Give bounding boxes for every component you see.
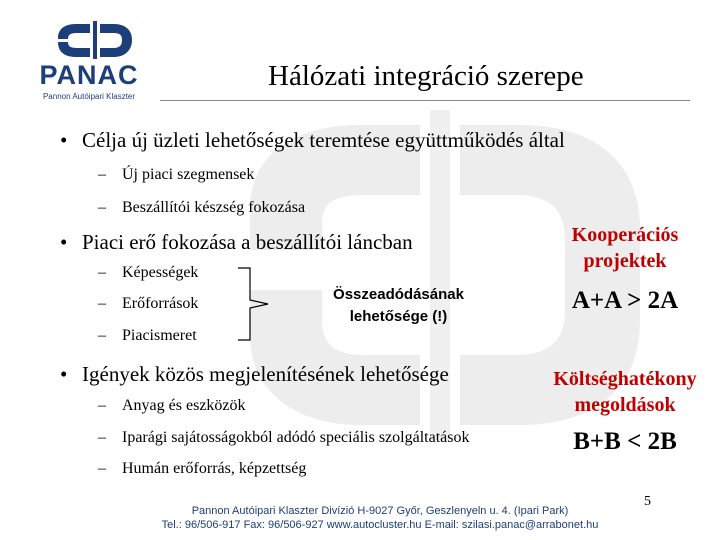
bullet-1-sub-2: – Beszállítói készség fokozása [98, 199, 306, 216]
bullet-1-sub-1: – Új piaci szegmensek [98, 166, 255, 183]
slide-title: Hálózati integráció szerepe [268, 60, 584, 92]
bullet-3-sub-1: – Anyag és eszközök [98, 397, 246, 414]
logo-wordmark: PANAC [39, 60, 139, 90]
bullet-2-sub-2: – Erőforrások [98, 295, 199, 312]
bullet-3-sub-2: – Iparági sajátosságokból adódó speciális szolgáltatások [98, 429, 470, 446]
bullet-dot-icon: • [60, 230, 68, 254]
cooperation-projects-callout: Kooperációs projektek [571, 224, 679, 272]
bullet-2-text: Piaci erő fokozása a beszállítói láncban [82, 230, 413, 254]
bullet-dot-icon: • [60, 362, 68, 386]
synergy-formula-b: B+B < 2B [573, 428, 677, 455]
bullet-1-text: Célja új üzleti lehetőségek teremtése együttműködés által [82, 128, 565, 152]
logo-subtitle: Pannon Autóipari Klaszter [42, 92, 136, 101]
title-divider [160, 100, 690, 101]
cost-effective-callout: Költséghatékony megoldások [553, 368, 697, 416]
panac-logo [20, 14, 155, 101]
bullet-2 [60, 230, 413, 255]
combination-note: Összeadódásának lehetősége (!) [333, 286, 464, 325]
right-brace-icon [234, 266, 274, 342]
bullet-3-text: Igények közös megjelenítésének lehetősége [82, 362, 449, 386]
bullet-2-sub-1: – Képességek [98, 264, 199, 281]
bullet-3 [60, 362, 449, 387]
synergy-formula-a: A+A > 2A [571, 287, 679, 314]
page-number: 5 [644, 494, 651, 509]
footer-contact: Pannon Autóipari Klaszter Divízió H-9027 Győr, Geszlenyeln u. 4. (Ipari Park) Tel.: 96/506-917 Fax: 96/506-927 www.autocluster.hu E-mail: szilasi.panac@arrabonet.hu [161, 505, 599, 531]
panac-logo-mark-icon [50, 20, 140, 60]
bullet-3-sub-3: – Humán erőforrás, képzettség [98, 460, 307, 477]
bullet-2-sub-3: – Piacismeret [98, 327, 197, 344]
bullet-dot-icon: • [60, 128, 68, 152]
bullet-1 [60, 128, 565, 153]
